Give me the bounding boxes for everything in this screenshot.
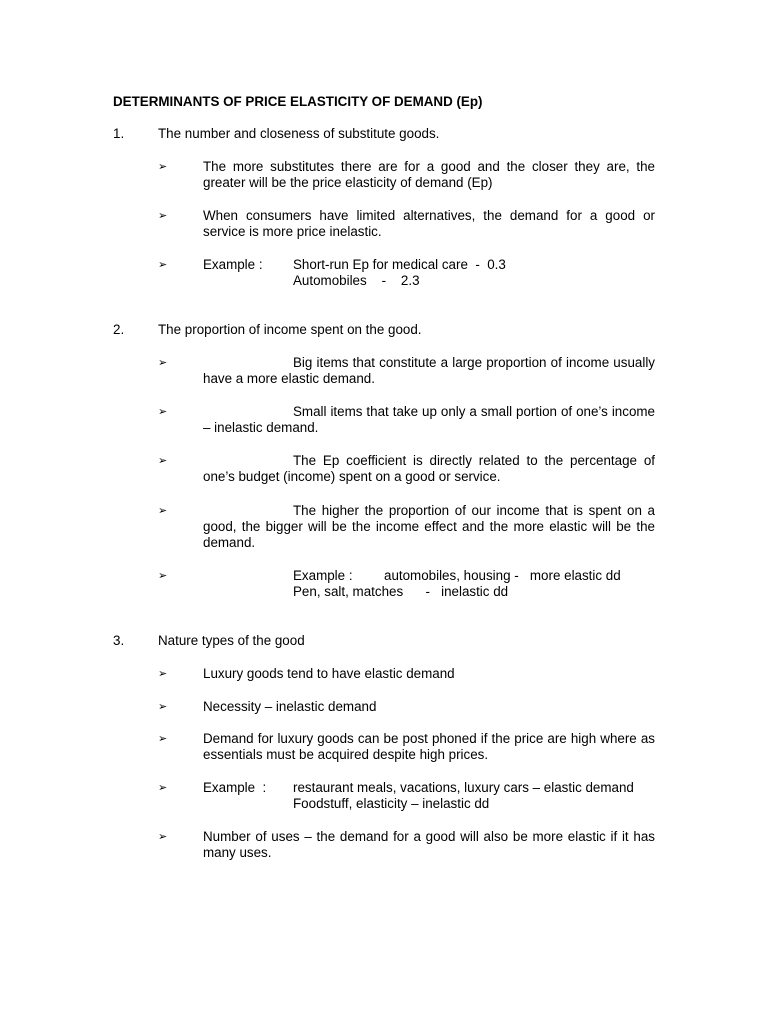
- arrow-bullet-icon: ➢: [158, 357, 168, 369]
- arrow-bullet-icon: ➢: [158, 406, 168, 418]
- arrow-bullet-icon: ➢: [158, 701, 168, 713]
- example-label: Example :: [293, 568, 353, 583]
- bullet-text: When consumers have limited alternatives, the demand for a good or service is more price inelastic.: [203, 208, 655, 240]
- arrow-bullet-icon: ➢: [158, 505, 168, 517]
- example-line: Pen, salt, matches - inelastic dd: [293, 584, 509, 599]
- bullet-text: Number of uses – the demand for a good will also be more elastic if it has many uses.: [203, 829, 655, 861]
- example-line: restaurant meals, vacations, luxury cars – elastic demand: [293, 780, 634, 795]
- document-title: DETERMINANTS OF PRICE ELASTICITY OF DEMAND (Ep): [113, 94, 483, 109]
- bullet-text: Luxury goods tend to have elastic demand: [203, 666, 455, 681]
- bullet-text: Necessity – inelastic demand: [203, 699, 377, 714]
- arrow-bullet-icon: ➢: [158, 733, 168, 745]
- section-heading: The proportion of income spent on the good.: [158, 322, 422, 337]
- arrow-bullet-icon: ➢: [158, 782, 168, 794]
- arrow-bullet-icon: ➢: [158, 831, 168, 843]
- section-number: 2.: [113, 322, 125, 337]
- arrow-bullet-icon: ➢: [158, 210, 168, 222]
- arrow-bullet-icon: ➢: [158, 570, 168, 582]
- example-label: Example :: [203, 780, 267, 795]
- bullet-text: Small items that take up only a small portion of one’s income – inelastic demand.: [203, 404, 655, 436]
- example-line: Short-run Ep for medical care - 0.3: [293, 257, 506, 272]
- section-number: 3.: [113, 633, 125, 648]
- section-number: 1.: [113, 126, 125, 141]
- arrow-bullet-icon: ➢: [158, 161, 168, 173]
- bullet-text: The more substitutes there are for a good and the closer they are, the greater will be the price elasticity of demand (Ep): [203, 159, 655, 191]
- example-line: Automobiles - 2.3: [293, 273, 420, 288]
- bullet-text: Big items that constitute a large proportion of income usually have a more elastic demand.: [203, 355, 655, 387]
- bullet-text: The higher the proportion of our income that is spent on a good, the bigger will be the income effect and the more elastic will be the demand.: [203, 503, 655, 551]
- section-heading: Nature types of the good: [158, 633, 305, 648]
- example-line: Foodstuff, elasticity – inelastic dd: [293, 796, 490, 811]
- section-heading: The number and closeness of substitute goods.: [158, 126, 440, 141]
- example-line: automobiles, housing - more elastic dd: [384, 568, 621, 583]
- arrow-bullet-icon: ➢: [158, 259, 168, 271]
- bullet-text: The Ep coefficient is directly related to the percentage of one’s budget (income) spent on a good or service.: [203, 453, 655, 485]
- arrow-bullet-icon: ➢: [158, 668, 168, 680]
- bullet-text: Demand for luxury goods can be post phoned if the price are high where as essentials must be acquired despite high prices.: [203, 731, 655, 763]
- arrow-bullet-icon: ➢: [158, 455, 168, 467]
- example-label: Example :: [203, 257, 263, 272]
